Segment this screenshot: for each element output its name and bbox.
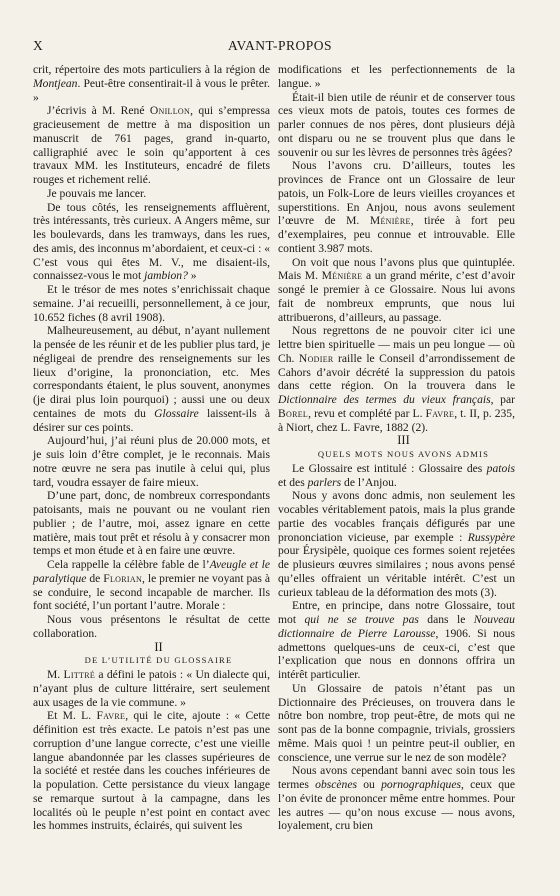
- page-number: X: [33, 38, 43, 53]
- paragraph: Était-il bien utile de réunir et de conserver tous ces vieux mots de patois, toutes ces formes de parler connues de nos pères, dont plusieurs déjà ont disparu ou ne se trouvent plus que dans le souvenir ou sur les lèvres de personnes très âgées?: [278, 90, 515, 159]
- section-title: QUELS MOTS NOUS AVONS ADMIS: [317, 449, 490, 459]
- paragraph: Cela rappelle la célèbre fable de l’Aveugle et le paralytique de Florian, le premier ne voyant pas à se conduire, le second incapable de marcher. Ils font société, l’un portant l’autre. Morale :: [33, 558, 270, 613]
- section-title: DE L’UTILITÉ DU GLOSSAIRE: [84, 655, 233, 666]
- paragraph: J’écrivis à M. René Onillon, qui s’empressa gracieusement de mettre à ma disposition un manuscrit de 761 pages, grand in-quarto, calligraphié avec le soin qu’apportent à ces travaux MM. les Instituteurs, encadré de filets rouges et richement relié.: [33, 104, 270, 186]
- paragraph: Je pouvais me lancer.: [47, 186, 147, 200]
- paragraph: Aujourd’hui, j’ai réuni plus de 20.000 mots, et je suis loin d’être complet, je le reconnais. Mais notre œuvre ne sera pas inutile à celui qui, plus tard, voudra essayer de faire mieux.: [33, 434, 270, 489]
- page-header: [33, 38, 527, 54]
- paragraph: modifications et les perfectionnements de la langue. »: [278, 63, 515, 90]
- left-column: [33, 63, 270, 833]
- paragraph: crit, répertoire des mots particuliers à la région de Montjean. Peut-être consentirait-il à vous le prêter. »: [33, 63, 270, 104]
- section-number: II: [154, 639, 163, 654]
- section-number: III: [397, 433, 410, 448]
- paragraph: Et M. L. Favre, qui le cite, ajoute : « Cette définition est très exacte. Le patois n’est pas une corruption d’une langue correcte, c’est une vieille langue abandonnée par les classes supérieures de la société et restée dans les couches inférieures de la population. Cette persistance du vieux langage se remarque surtout à la campagne, dans les localités où le peuple n’est point en contact avec les hommes instruits, éclairés, qui suivent les: [33, 709, 270, 833]
- running-title: AVANT-PROPOS: [227, 38, 333, 53]
- paragraph: Et le trésor de mes notes s’enrichissait chaque semaine. J’ai recueilli, personnellement, à ce jour, 10.652 fiches (8 avril 1908).: [33, 283, 270, 324]
- paragraph: Malheureusement, au début, n’ayant nullement la pensée de les réunir et de les publier plus tard, je négligeai de prendre des renseignements sur les lieux d’origine, la prononciation, etc. Mes correspondants étaient, le plus souvent, anonymes (je dirai plus loin pourquoi) ; aussi une ou deux centaines de mots du Glossaire laissent-ils à désirer sur ces points.: [33, 324, 270, 434]
- right-column: [278, 63, 515, 833]
- paragraph: Nous avons cependant banni avec soin tous les termes obscènes ou pornographiques, ceux que l’on évite de prononcer même entre hommes. Pour les autres — qu’on nous excuse — nous avons, loyalement, cru bien: [278, 764, 515, 833]
- paragraph: Nous l’avons cru. D’ailleurs, toutes les provinces de France ont un Glossaire de leur patois, un Folk-Lore de leurs vieilles croyances et superstitions. En Anjou, nous avons seulement l’œuvre de M. Ménière, tirée à fort peu d’exemplaires, peu connue et introuvable. Elle contient 3.987 mots.: [278, 159, 515, 255]
- paragraph: On voit que nous l’avons plus que quintuplée. Mais M. Ménière a un grand mérite, c’est d’avoir songé le premier à ce Glossaire. Nous lui avons fait de nombreux emprunts, que nous lui attribuerons, d’ailleurs, au passage.: [278, 255, 515, 324]
- paragraph: De tous côtés, les renseignements affluèrent, très intéressants, très curieux. A Angers même, sur les boulevards, dans les tramways, dans les rues, des amis, des inconnus m’abordaient, et ceux-ci : « C’est vous qui êtes M. V., me disaient-ils, connaissez-vous le mot jambion? »: [33, 200, 270, 283]
- paragraph: D’une part, donc, de nombreux correspondants patoisants, mais ne pouvant ou ne voulant rien publier ; de l’autre, moi, assez ignare en cette matière, mais tout prêt et résolu à y consacrer mon temps et mon étude et à en faire une œuvre.: [33, 489, 270, 558]
- paragraph: Le Glossaire est intitulé : Glossaire des patois et des parlers de l’Anjou.: [278, 461, 515, 489]
- paragraph: Nous regrettons de ne pouvoir citer ici une lettre bien spirituelle — mais un peu longue — où Ch. Nodier raille le Conseil d’arrondissement de Cahors d’avoir décrété la suppression du patois dans cette région. On la trouvera dans le Dictionnaire des termes du vieux français, par Borel, revu et complété par L. Favre, t. II, p. 235, à Niort, chez L. Favre, 1882 (2).: [278, 324, 515, 434]
- paragraph: Nous vous présentons le résultat de cette collaboration.: [33, 613, 270, 640]
- paragraph: M. Littré a défini le patois : « Un dialecte qui, n’ayant plus de culture littéraire, sert seulement aux usages de la vie commune. »: [33, 668, 270, 709]
- paragraph: Nous y avons donc admis, non seulement les vocables véritablement patois, mais la plus grande partie des vocables français défigurés par une prononciation vicieuse, par exemple : Russypère pour Érysipèle, quoique ces formes soient rejetées de plusieurs œuvres similaires ; nous avons pensé qu’elles offraient un véritable intérêt. C’est un curieux tableau de la déformation des mots (3).: [278, 489, 516, 599]
- paragraph: Un Glossaire de patois n’étant pas un Dictionnaire des Précieuses, on trouvera dans le nôtre bon nombre, trop peut-être, de mots qui ne sont pas de la bonne compagnie, trivials, grossiers même. Mais quoi ! un peintre peut-il oublier, en conscience, une verrue sur le nez de son modèle?: [278, 681, 515, 764]
- paragraph: Entre, en principe, dans notre Glossaire, tout mot qui ne se trouve pas dans le Nouveau dictionnaire de Pierre Larousse, 1906. Si nous admettons quelques-uns de ceux-ci, c’est que l’explication que nous en donnons offrira un intérêt particulier.: [278, 599, 515, 681]
